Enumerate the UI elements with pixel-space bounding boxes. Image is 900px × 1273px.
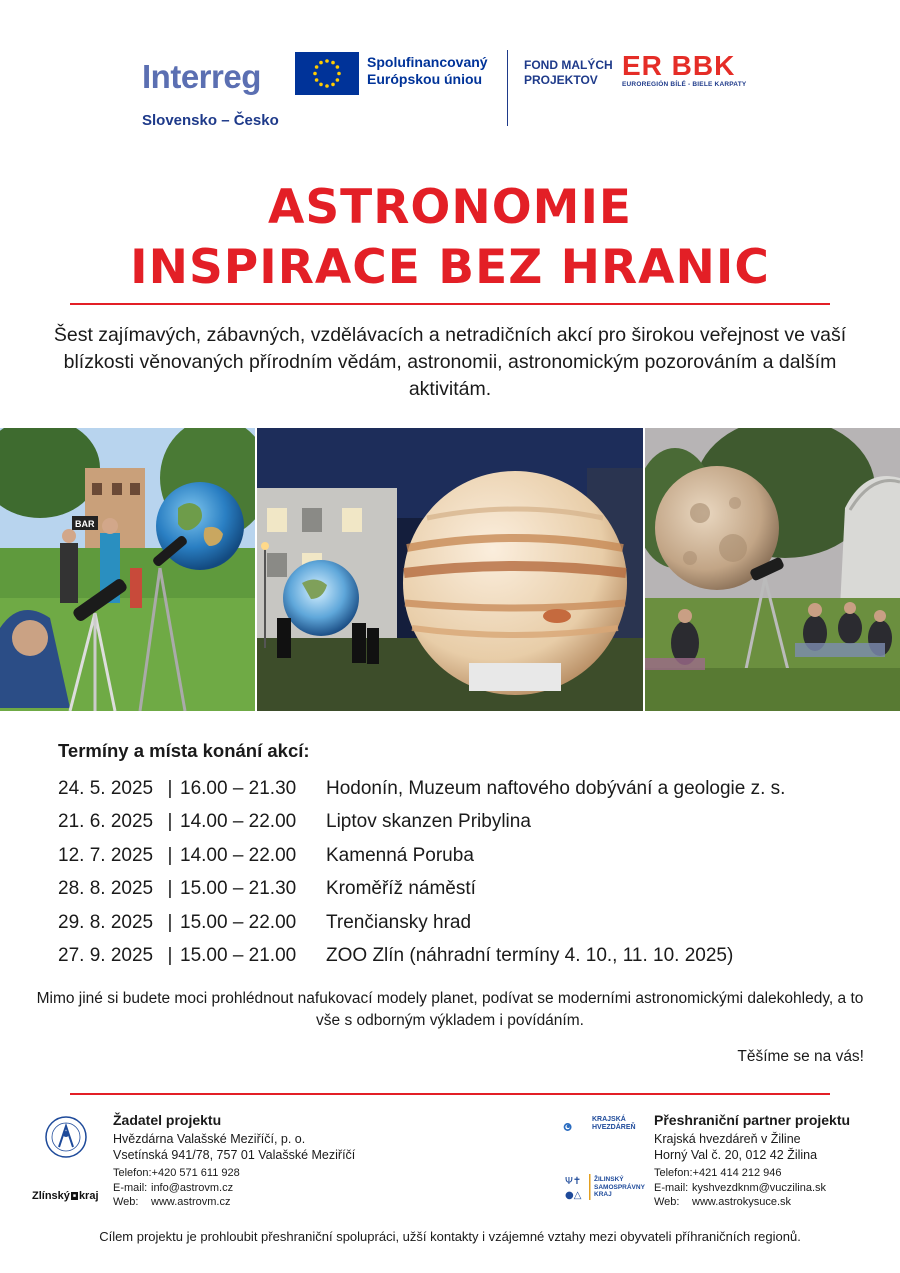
svg-text:●△: ●△ — [565, 1190, 582, 1201]
activities-note: Mimo jiné si budete moci prohlédnout nafukovací modely planet, podívat se moderními astronomickými dalekohledy, a to vše s odborným výkladem i povídáním. — [36, 990, 864, 1029]
event-date: 28. 8. 2025 — [58, 878, 154, 900]
partner-contact — [654, 1112, 850, 1210]
event-separator: | — [167, 777, 173, 799]
schedule-row — [58, 839, 888, 873]
event-separator: | — [167, 945, 173, 967]
applicant-contact — [113, 1112, 355, 1210]
partner-phone-label: Telefon: — [654, 1167, 693, 1179]
photo-moon-globe — [645, 428, 900, 711]
schedule-row — [58, 806, 888, 840]
zlin-region-name: Zlínský — [32, 1190, 70, 1202]
schedule-row — [58, 873, 888, 907]
zilina-region-text — [594, 1176, 645, 1199]
divider-top — [70, 303, 830, 305]
event-place: Liptov skanzen Pribylina — [326, 811, 531, 833]
zilina-region-logo-icon — [563, 1172, 591, 1202]
bar-sign: BAR — [75, 519, 95, 529]
partner-web-label: Web: — [654, 1196, 680, 1208]
zlin-region-logo — [32, 1190, 99, 1202]
applicant-web-label: Web: — [113, 1196, 139, 1208]
observatory-seal-icon — [44, 1114, 88, 1160]
eu-flag-icon — [295, 52, 359, 95]
event-place: Trenčiansky hrad — [326, 911, 472, 933]
erbbk-logo: ER BBK — [622, 50, 736, 81]
title-line-2: INSPIRACE BEZ HRANIC — [130, 240, 770, 295]
partner-name: Krajská hvezdáreň v Žiline — [654, 1132, 801, 1146]
title-line-1: ASTRONOMIE — [267, 180, 633, 235]
event-separator: | — [167, 844, 173, 866]
photo-earth-globe-park — [0, 428, 255, 711]
svg-text:Ψ✝: Ψ✝ — [565, 1176, 582, 1187]
event-date: 21. 6. 2025 — [58, 811, 154, 833]
partner-heading: Přeshraniční partner projektu — [654, 1112, 851, 1128]
event-separator: | — [167, 878, 173, 900]
photo-jupiter-night — [257, 428, 643, 711]
schedule-heading: Termíny a místa konání akcí: — [58, 740, 310, 761]
applicant-name: Hvězdárna Valašské Meziříčí, p. o. — [113, 1132, 306, 1146]
fmp-line-2: PROJEKTOV — [524, 73, 598, 87]
event-separator: | — [167, 811, 173, 833]
kh-line-1: KRAJSKÁ — [592, 1116, 626, 1123]
schedule-row — [58, 940, 888, 974]
event-time: 14.00 – 22.00 — [180, 811, 297, 833]
erbbk-subtitle: EUROREGIÓN BÍLÉ - BIELE KARPATY — [622, 81, 747, 88]
event-place: Kroměříž náměstí — [326, 878, 476, 900]
fund-small-projects-text — [524, 58, 613, 88]
applicant-email-link[interactable]: info@astrovm.cz — [151, 1181, 234, 1194]
event-separator: | — [167, 911, 173, 933]
event-time: 15.00 – 21.00 — [180, 945, 297, 967]
event-place: Hodonín, Muzeum naftového dobývání a geologie z. s. — [326, 777, 786, 799]
applicant-email-label: E-mail: — [113, 1181, 148, 1194]
krajska-hvezdaren-text — [592, 1116, 636, 1132]
partner-address: Horný Val č. 20, 012 42 Žilina — [654, 1148, 818, 1162]
fmp-line-1: FOND MALÝCH — [524, 58, 613, 72]
see-you-text: Těšíme se na vás! — [737, 1048, 864, 1065]
applicant-phone-label: Telefon: — [113, 1167, 152, 1179]
applicant-address: Vsetínská 941/78, 757 01 Valašské Meziříčí — [113, 1148, 356, 1162]
applicant-web-link[interactable]: www.astrovm.cz — [151, 1196, 231, 1208]
project-goal-text: Cílem projektu je prohloubit přeshraniční spolupráci, užší kontakty i vzájemné vztahy mezi obyvateli příhraničních regionů. — [99, 1229, 801, 1244]
zsk-line-3: KRAJ — [594, 1191, 612, 1198]
intro-text: Šest zajímavých, zábavných, vzdělávacích a netradičních akcí pro širokou veřejnost ve vaší blízkosti věnovaných přírodním vědám, astronomii, astronomickým pozorováním a dalším aktivitám. — [53, 324, 847, 400]
page-title — [0, 178, 900, 298]
applicant-phone: +420 571 611 928 — [151, 1167, 240, 1179]
kh-line-2: HVEZDÁREŇ — [592, 1124, 636, 1131]
partner-email-label: E-mail: — [654, 1181, 689, 1194]
applicant-heading: Žadatel projektu — [113, 1112, 222, 1128]
zlin-region-kraj: kraj — [78, 1190, 99, 1202]
schedule-row — [58, 906, 888, 940]
event-time: 15.00 – 22.00 — [180, 911, 297, 933]
interreg-subtitle: Slovensko – Česko — [142, 112, 279, 129]
zsk-line-1: ŽILINSKÝ — [594, 1176, 624, 1183]
photo-strip — [0, 428, 900, 711]
eu-line-1: Spolufinancovaný — [367, 54, 488, 70]
krajska-hvezdaren-logo-icon — [563, 1113, 591, 1141]
eu-cofinance-text — [367, 54, 488, 88]
event-time: 16.00 – 21.30 — [180, 777, 297, 799]
eu-line-2: Európskou úniou — [367, 71, 483, 87]
zsk-line-2: SAMOSPRÁVNY — [594, 1183, 645, 1191]
zlin-logo-box: ■ — [72, 1193, 76, 1200]
schedule-list — [58, 772, 888, 973]
divider-bottom — [70, 1093, 830, 1095]
event-date: 27. 9. 2025 — [58, 945, 154, 967]
event-date: 12. 7. 2025 — [58, 844, 154, 866]
event-place: ZOO Zlín (náhradní termíny 4. 10., 11. 10. 2025) — [326, 945, 734, 967]
logo-divider — [507, 50, 508, 126]
logo-bar — [0, 48, 900, 138]
event-place: Kamenná Poruba — [326, 844, 474, 866]
event-time: 14.00 – 22.00 — [180, 844, 297, 866]
event-date: 29. 8. 2025 — [58, 911, 154, 933]
partner-web-link[interactable]: www.astrokysuce.sk — [692, 1196, 792, 1208]
schedule-row — [58, 772, 888, 806]
partner-phone: +421 414 212 946 — [692, 1167, 782, 1179]
event-time: 15.00 – 21.30 — [180, 878, 297, 900]
event-date: 24. 5. 2025 — [58, 777, 154, 799]
interreg-logo: Interreg — [142, 58, 261, 95]
partner-email-link[interactable]: kyshvezdknm@vuczilina.sk — [692, 1181, 827, 1194]
